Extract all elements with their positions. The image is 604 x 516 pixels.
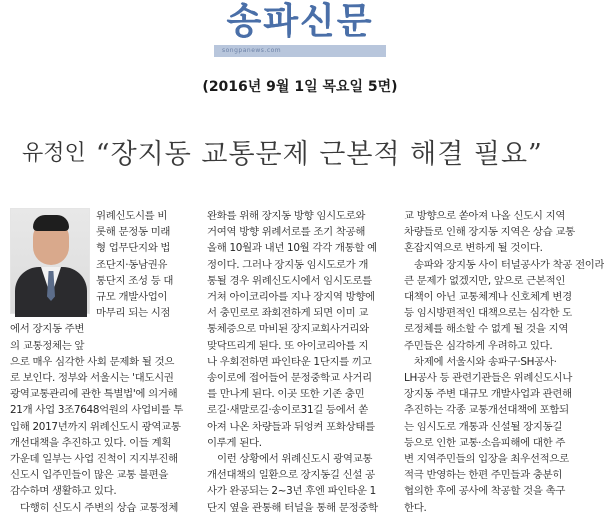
text-line: 추진하는 각종 교통개선대책에 포함되 [404,404,569,417]
text-line: 송파와 장지동 사이 터널공사가 착공 전이라 [414,258,604,271]
masthead [214,2,386,60]
text-line: 변 지역주민들의 입장을 최우선적으로 [404,453,569,466]
text-line: 거쳐 아이코리아를 지나 장지역 방향에 [207,291,375,304]
text-line: 장지동 주변 대규모 개발사업과 관련해 [404,388,572,401]
text-line: 거여역 방향 위례서로를 조기 착공해 [207,226,366,239]
text-line: 나 우회전하면 파인타운 1단지를 끼고 [207,355,372,368]
text-line: 위례신도시를 비 [96,210,168,222]
text-line: 등으로 인한 교통·소음피해에 대한 주 [404,436,566,449]
newspaper-logo: 송파신문 [226,1,374,42]
text-line: 한다. [404,501,427,514]
text-line: 혼잡지역으로 변하게 될 것이다. [404,242,543,255]
text-line: 를 만나게 된다. 이곳 또한 기존 충민 [207,388,365,401]
article-column-1 [10,208,200,516]
text-line: 다행히 신도시 주변의 상습 교통정체 [20,501,179,514]
masthead-url: songpanews.com [222,47,282,54]
text-line: 가운데 일부는 사업 진척이 지지부진해 [10,453,178,466]
text-line: 주민들은 심각하게 우려하고 있다. [404,339,553,352]
headline-block [22,128,592,174]
text-line: LH공사 등 관련기관들은 위례신도시나 [404,372,573,385]
text-line: 의 교통정체는 앞 [10,339,85,352]
text-line: 개선대책을 추진하고 있다. 이들 계획 [10,436,172,449]
text-line: 로정체를 해소할 수 없게 될 것을 지역 [404,323,569,336]
text-line: 사가 완공되는 2~3년 후엔 파인타운 1 [207,485,376,498]
text-line: 로 보인다. 정부와 서울시는 '대도시권 [10,372,174,385]
text-line: 롯해 문정동 미래 [96,226,171,239]
text-line: 로길·새말로길·송이로31길 등에서 쏟 [207,404,368,417]
text-line: 차량들로 인해 장지동 지역은 상습 교통 [404,226,575,239]
text-line: 광역교통관리에 관한 특별법'에 의거해 [10,388,178,401]
photo-hair [33,215,69,231]
text-line: 올해 10월과 내년 10월 각각 개통할 예 [207,242,377,255]
text-line: 큰 문제가 없겠지만, 앞으로 근본적인 [404,274,566,287]
headline: “장지동 교통문제 근본적 해결 필요” [95,138,543,170]
text-line: 통단지 조성 등 대 [96,274,174,287]
article-column-3 [404,208,604,516]
text-line: 등 임시방편적인 대책으로는 심각한 도 [404,307,572,320]
text-line: 대책이 아닌 교통체계나 신호체계 변경 [404,291,572,304]
text-line: 송이로에 접어들어 문정중학교 사거리 [207,372,372,385]
text-line: 정이다. 그러나 장지동 임시도로가 개 [207,258,369,271]
text-line: 마무리 되는 시점 [96,307,171,320]
text-line: 협의한 후에 공사에 착공할 것을 촉구 [404,485,566,498]
text-line: 에서 장지동 주변 [10,323,85,336]
text-line: 통될 경우 위례신도시에서 임시도로를 [207,274,372,287]
text-line: 이루게 된다. [207,436,262,449]
text-line: 21개 사업 3조7648억원의 사업비를 투 [10,404,184,417]
text-line: 신도시 입주민들이 많은 교통 불편을 [10,469,169,482]
text-line: 통체증으로 마비된 장지교회사거리와 [207,323,369,336]
dateline: (2016년 9월 1일 목요일 5면) [202,79,398,95]
text-line: 는 임시도로 개통과 신설될 장지동길 [404,420,563,433]
text-line: 개선대책의 일환으로 장지동길 신설 공 [207,469,375,482]
text-below-photo [10,354,200,516]
byline: 유정인 [22,140,86,166]
text-line: 적극 반영하는 한편 주민들과 충분히 [404,469,563,482]
text-line: 교 방향으로 쏟아져 나올 신도시 지역 [404,210,566,222]
article-column-2 [207,208,397,516]
text-line: 아져 나온 차량들과 뒤엉켜 포화상태를 [207,420,375,433]
text-line: 차제에 서울시와 송파구·SH공사· [414,355,557,368]
text-line: 감수하며 생활하고 있다. [10,485,117,498]
text-line: 서 충민로로 좌회전하게 되면 이미 교 [207,307,369,320]
text-line: 단지 옆을 관통해 터널을 통해 문정중학 [207,501,378,514]
text-line: 완화를 위해 장지동 방향 임시도로와 [207,210,366,222]
text-line: 형 업무단지와 법 [96,242,171,255]
text-line: 규모 개발사업이 [96,291,168,304]
text-line: 조단지·동남권유 [96,258,168,271]
text-line: 맞닥뜨리게 된다. 또 아이코리아를 지 [207,339,369,352]
portrait-photo [10,208,90,314]
text-line: 입해 2017년까지 위례신도시 광역교통 [10,420,181,433]
text-line: 이런 상황에서 위례신도시 광역교통 [217,453,373,466]
text-line: 으로 매우 심각한 사회 문제화 될 것으 [10,355,175,368]
